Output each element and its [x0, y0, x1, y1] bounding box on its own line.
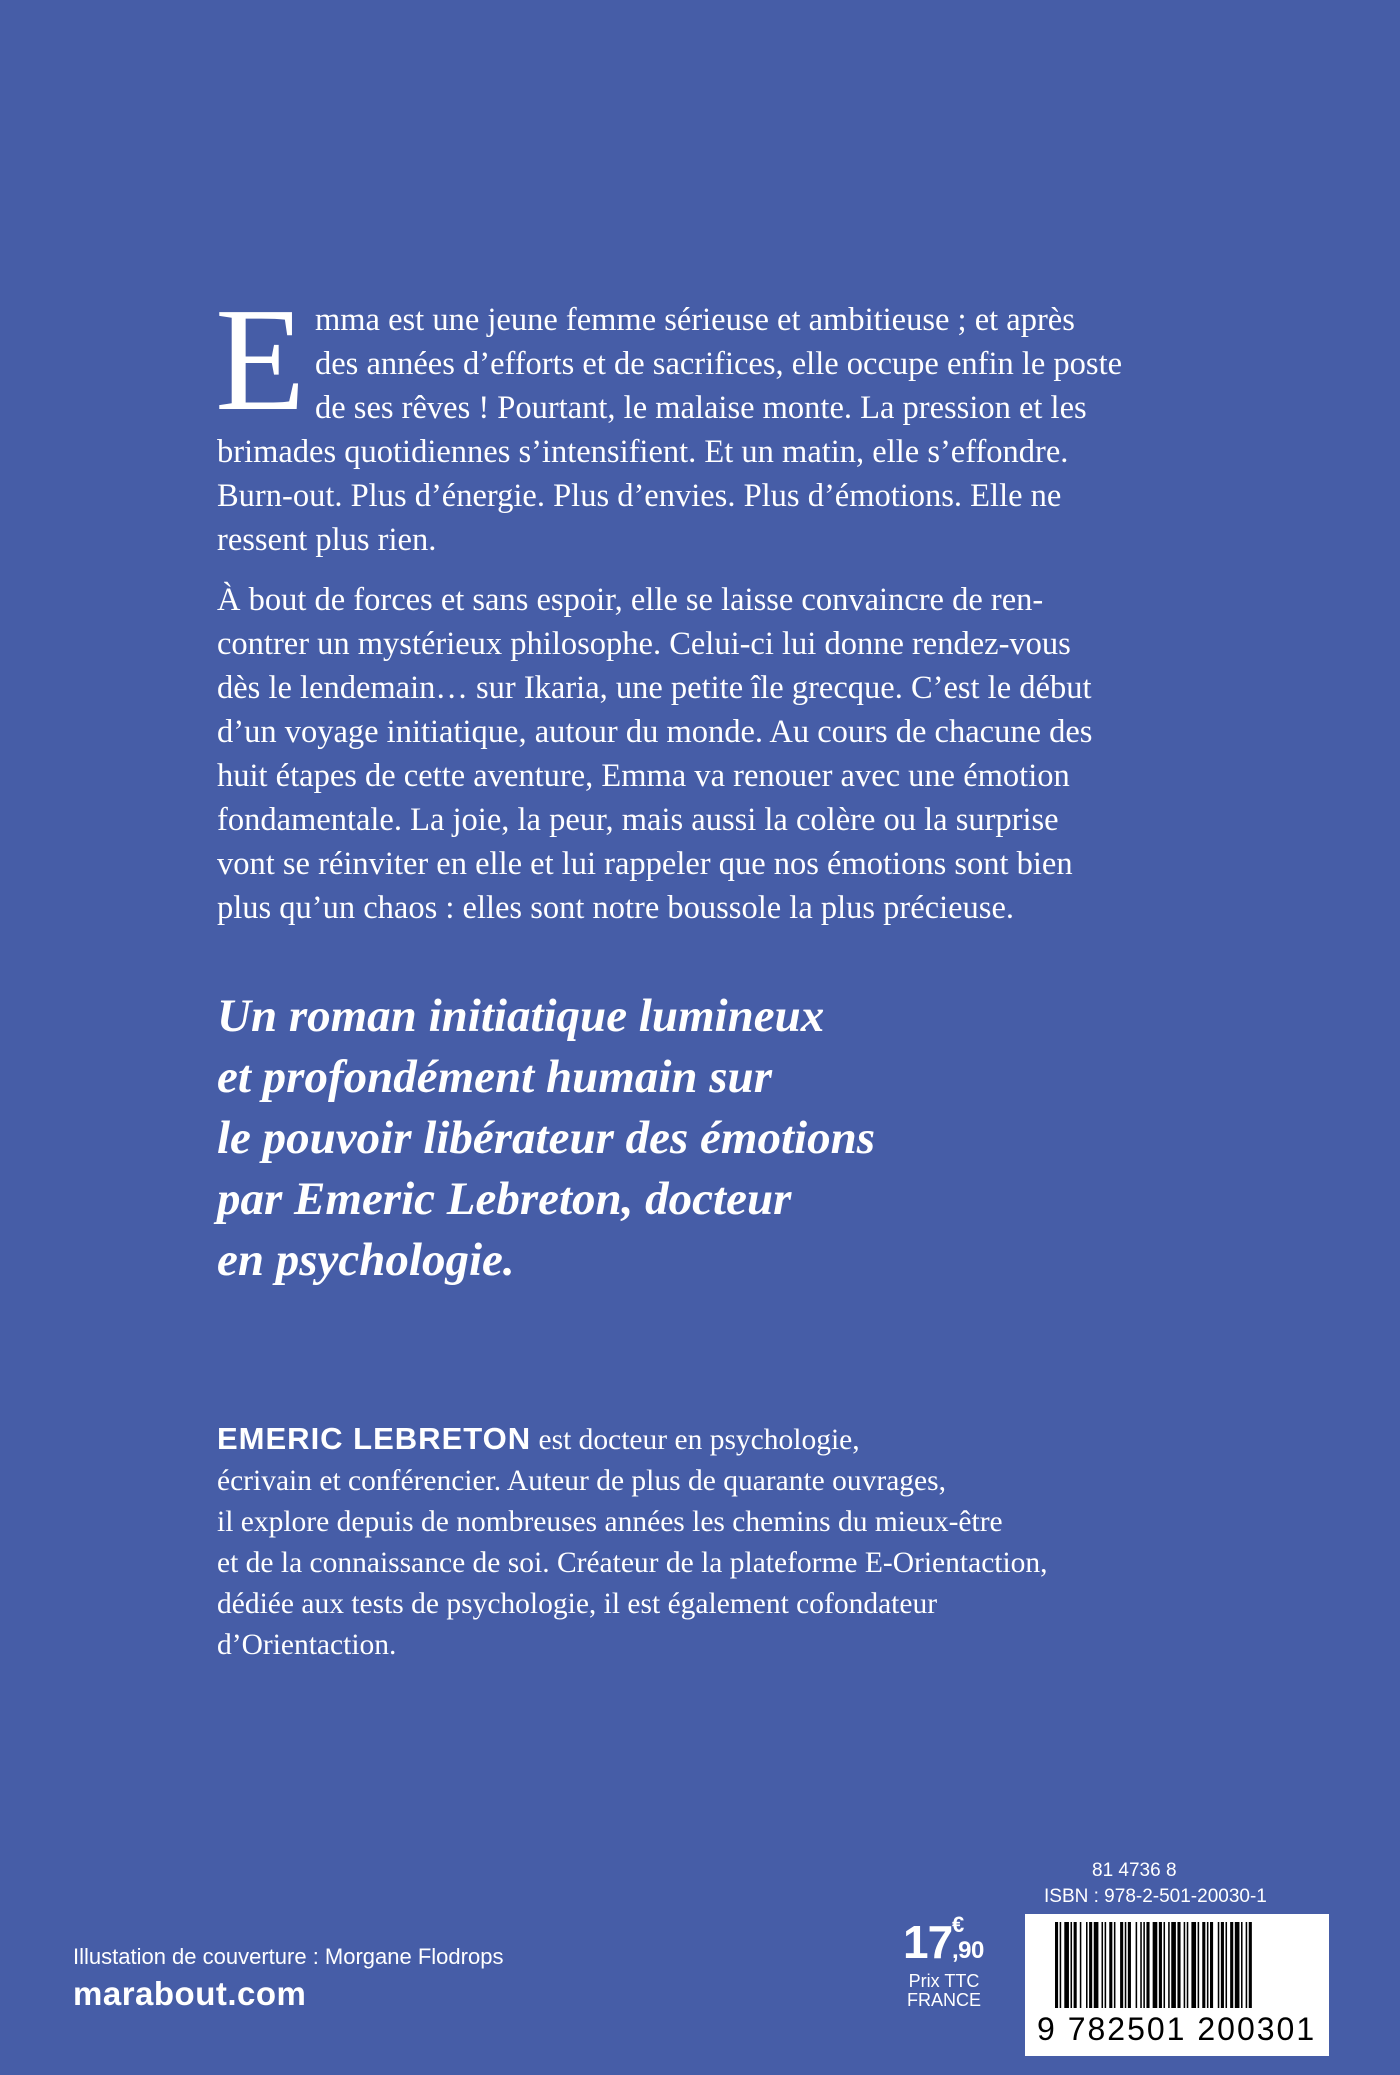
price-cents: ,90: [952, 1937, 984, 1964]
intro-line: des années d’efforts et de sacrifices, elle occupe enfin le poste: [315, 346, 1123, 382]
author-bio: [217, 1418, 1048, 1666]
story-line: plus qu’un chaos : elles sont notre boussole la plus précieuse.: [217, 890, 1014, 926]
product-codes: [1044, 1858, 1267, 1910]
tagline-line: Un roman initiatique lumineux: [217, 990, 825, 1042]
intro-line: de ses rêves ! Pourtant, le malaise monte. La pression et les: [315, 390, 1087, 426]
tagline-line: et profondément humain sur: [217, 1051, 772, 1103]
author-bio-line: est docteur en psychologie,: [531, 1424, 860, 1456]
story-line: d’un voyage initiatique, autour du monde. Au cours de chacune des: [217, 714, 1093, 750]
price-block: [903, 1912, 1003, 2010]
story-paragraph: [217, 578, 1092, 930]
barcode-number: 9 782501 200301: [1037, 2011, 1317, 2047]
publisher-website[interactable]: marabout.com: [73, 1975, 307, 2012]
barcode-icon: [1055, 1922, 1313, 2008]
price-label-country: FRANCE: [906, 1990, 981, 2010]
story-line: dès le lendemain… sur Ikaria, une petite île grecque. C’est le début: [217, 670, 1092, 706]
story-line: À bout de forces et sans espoir, elle se laisse convaincre de ren-: [217, 582, 1044, 618]
price-currency: €: [952, 1912, 964, 1937]
author-bio-line: d’Orientaction.: [217, 1629, 397, 1661]
author-bio-line: écrivain et conférencier. Auteur de plus de quarante ouvrages,: [217, 1465, 946, 1497]
story-line: huit étapes de cette aventure, Emma va renouer avec une émotion: [217, 758, 1070, 794]
story-line: vont se réinviter en elle et lui rappeler que nos émotions sont bien: [217, 846, 1073, 882]
tagline-line: par Emeric Lebreton, docteur: [217, 1173, 792, 1225]
author-bio-first-line: [217, 1418, 1048, 1461]
author-bio-line: dédiée aux tests de psychologie, il est également cofondateur: [217, 1588, 938, 1620]
intro-line: ressent plus rien.: [217, 522, 437, 558]
intro-line: mma est une jeune femme sérieuse et ambitieuse ; et après: [315, 302, 1075, 338]
price-integer: 17: [903, 1916, 953, 1968]
tagline-line: en psychologie.: [217, 1234, 515, 1286]
story-line: fondamentale. La joie, la peur, mais aussi la colère ou la surprise: [217, 802, 1059, 838]
price-value: [903, 1912, 1003, 1972]
author-bio-line: et de la connaissance de soi. Créateur de la plateforme E-Orientaction,: [217, 1547, 1048, 1579]
intro-line: brimades quotidiennes s’intensifient. Et un matin, elle s’effondre.: [217, 434, 1069, 470]
illustration-credit: Illustation de couverture : Morgane Flodrops: [73, 1944, 504, 1969]
drop-cap: E: [215, 278, 306, 442]
tagline-line: le pouvoir libérateur des émotions: [217, 1112, 875, 1164]
story-line: contrer un mystérieux philosophe. Celui-ci lui donne rendez-vous: [217, 626, 1071, 662]
author-name: EMERIC LEBRETON: [217, 1421, 532, 1456]
price-label-ttc: Prix TTC: [908, 1971, 980, 1991]
isbn-text: ISBN : 978-2-501-20030-1: [1044, 1886, 1267, 1907]
intro-line: Burn-out. Plus d’énergie. Plus d’envies. Plus d’émotions. Elle ne: [217, 478, 1062, 514]
author-bio-line: il explore depuis de nombreuses années les chemins du mieux-être: [217, 1506, 1003, 1538]
intro-paragraph: [215, 278, 1123, 562]
internal-code: 81 4736 8: [1092, 1860, 1177, 1881]
barcode-box: [1025, 1914, 1329, 2056]
tagline: [217, 986, 875, 1291]
